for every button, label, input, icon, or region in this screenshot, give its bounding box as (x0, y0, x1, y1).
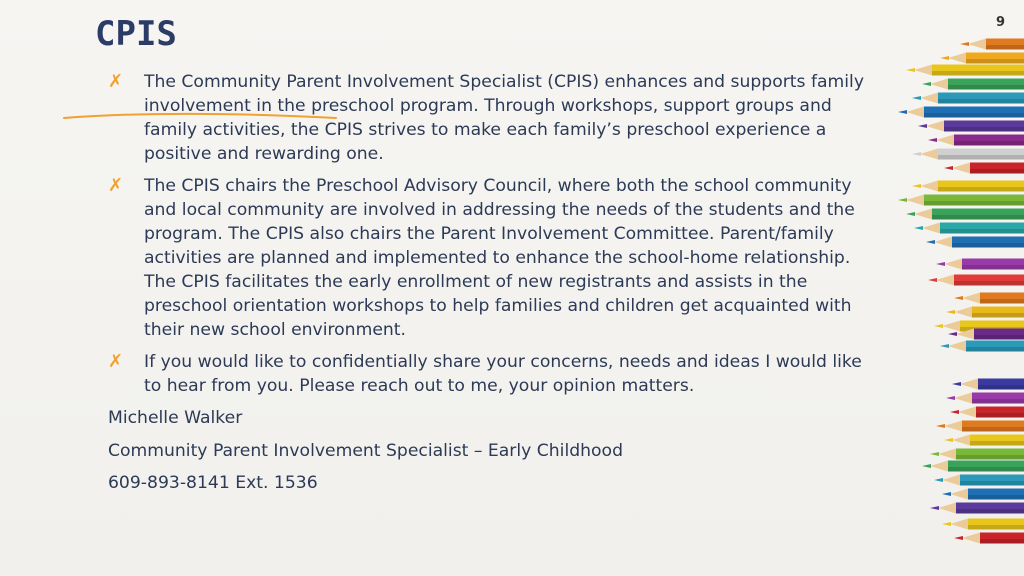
pencil-icon (906, 209, 1024, 220)
pencil-icon (946, 393, 1024, 404)
contact-role: Community Parent Involvement Specialist – Early Childhood (108, 440, 623, 461)
pencil-icon (950, 407, 1024, 418)
pencil-icon (944, 163, 1024, 174)
pencil-icon (952, 379, 1024, 390)
pencil-icon (898, 107, 1024, 118)
pencil-icon (912, 93, 1024, 104)
x-mark-icon: ✗ (108, 71, 124, 92)
pencil-icon (940, 341, 1024, 352)
pencil-icon (922, 79, 1024, 90)
x-mark-icon: ✗ (108, 175, 124, 196)
pencil-icon (942, 519, 1024, 530)
pencil-icon (942, 489, 1024, 500)
bullet-text: The CPIS chairs the Preschool Advisory Council, where both the school community and local community are involved in addressing the needs of the students and the program. The CPIS also chairs the Parent Involvement Committee. Parent/family activities are planned and implemented to enhance the school-home relationship. The CPIS facilitates the early enrollment of new registrants and assists in the preschool orientation workshops to help families and children get acquainted with their new school environment. (144, 176, 855, 340)
contact-name: Michelle Walker (108, 408, 243, 428)
pencil-icon (946, 307, 1024, 318)
page-number: 9 (996, 15, 1006, 30)
pencil-icon (918, 121, 1024, 132)
pencil-icon (922, 461, 1024, 472)
pencil-icon (930, 503, 1024, 514)
pencil-icon (934, 475, 1024, 486)
pencil-icon (940, 53, 1024, 64)
slide-title: CPIS (95, 14, 177, 54)
pencil-icon (928, 275, 1024, 286)
pencil-icon (906, 65, 1024, 76)
pencil-icon (912, 149, 1024, 160)
contact-phone: 609-893-8141 Ext. 1536 (108, 473, 318, 493)
pencil-icon (954, 293, 1024, 304)
pencil-icon (898, 195, 1024, 206)
bullet-text: If you would like to confidentially share your concerns, needs and ideas I would like to hear from you. Please reach out to me, your opinion matters. (144, 352, 862, 396)
bullet-text: The Community Parent Involvement Specialist (CPIS) enhances and supports family involvement in the preschool program. Through workshops, support groups and family activities, the CPIS strives to make each family’s preschool experience a positive and rewarding one. (144, 72, 864, 164)
pencil-icon (926, 237, 1024, 248)
pencil-icon (960, 39, 1024, 50)
pencil-icon (944, 435, 1024, 446)
pencil-icon (914, 223, 1024, 234)
pencil-icon (936, 421, 1024, 432)
pencil-icon (954, 533, 1024, 544)
pencil-icon (930, 449, 1024, 460)
x-mark-icon: ✗ (108, 351, 124, 372)
pencil-icon (928, 135, 1024, 146)
pencil-icon (912, 181, 1024, 192)
pencil-icon (936, 259, 1024, 270)
